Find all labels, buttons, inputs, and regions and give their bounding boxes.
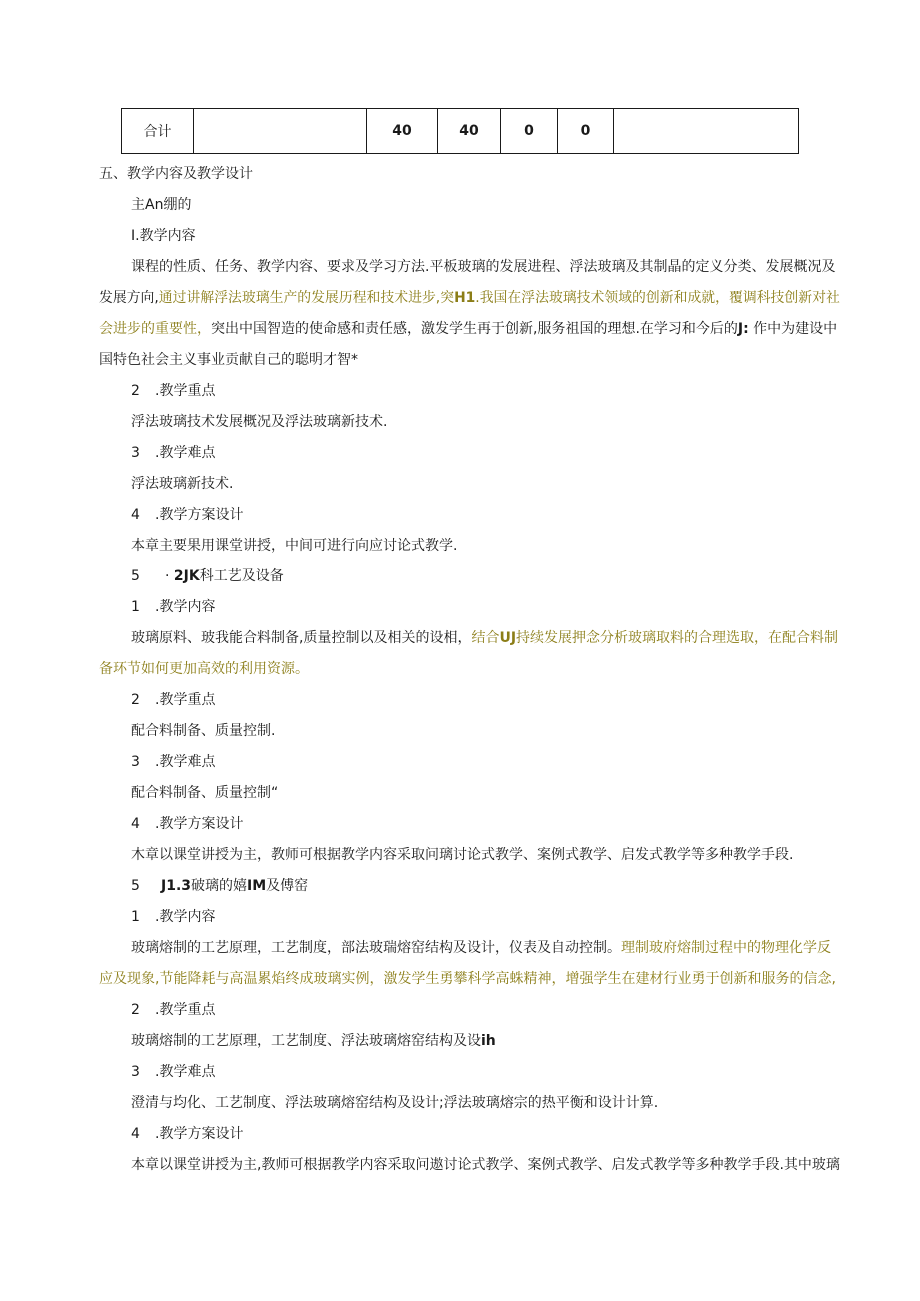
empty-cell bbox=[194, 109, 367, 154]
item-label: .教学重点 bbox=[155, 383, 216, 399]
chapter3-item2-text bbox=[131, 1031, 496, 1051]
chapter1-content-line1: 课程的性质、任务、教学内容、要求及学习方法.平板玻璃的发展进程、浮法玻璃及其制晶的定义分类、发展概况及 bbox=[131, 259, 836, 275]
text-run: ih bbox=[481, 1033, 496, 1049]
item-number: 3 bbox=[131, 445, 140, 461]
chapter2-item1-heading bbox=[131, 597, 215, 617]
total-hours-cell: 40 bbox=[367, 109, 438, 154]
chapter2-item3-text: 配合料制备、质量控制“ bbox=[131, 785, 279, 801]
title-run: J1.3 bbox=[161, 878, 192, 894]
chapter3-content-line1 bbox=[131, 938, 839, 958]
text-run: 作中为建设中 bbox=[748, 321, 838, 337]
highlight-run: H1 bbox=[454, 290, 476, 306]
chapter1-item4-text: 本章主要果用课堂讲授，中间可进行向应讨论式教学. bbox=[131, 538, 458, 554]
chapter1-item3-heading bbox=[131, 443, 215, 463]
item-label: .教学重点 bbox=[155, 1002, 216, 1018]
item-label: .教学重点 bbox=[155, 692, 216, 708]
chapter1-content-line2 bbox=[99, 288, 840, 308]
item-number: 3 bbox=[131, 754, 140, 770]
chapter2-item2-heading bbox=[131, 690, 215, 710]
chapter-number: 5 bbox=[131, 568, 140, 584]
highlight-run: 持续发展押念分析玻璃取料的合理选取，在配合料制 bbox=[516, 630, 839, 646]
highlight-run: 会进步的重要性， bbox=[99, 321, 211, 337]
highlight-run: 通过讲解浮法玻璃生产的发展历程和技术进步,突 bbox=[158, 290, 455, 306]
lecture-hours-cell: 40 bbox=[438, 109, 501, 154]
chapter2-item3-heading bbox=[131, 752, 215, 772]
chapter3-title bbox=[131, 876, 308, 896]
chapter2-content-line1 bbox=[131, 628, 839, 648]
chapter3-content-line2: 应及现象,节能降耗与高温累焰终成玻璃实例，激发学生勇攀科学高蛛精神，增强学生在建材行业勇于创新和服务的信念, bbox=[99, 971, 836, 987]
chapter2-content-line2: 备环节如何更加高效的利用资源。 bbox=[99, 661, 309, 677]
item-number: 2 bbox=[131, 692, 140, 708]
total-label-cell: 合计 bbox=[122, 109, 194, 154]
remarks-cell bbox=[614, 109, 799, 154]
title-run: 破璃的嬉 bbox=[191, 878, 248, 894]
chapter3-item2-heading bbox=[131, 1000, 215, 1020]
highlight-run: UJ bbox=[499, 630, 517, 646]
chapter1-title bbox=[131, 195, 191, 215]
chapter3-item4-heading bbox=[131, 1124, 243, 1144]
item-label: .教学难点 bbox=[155, 1064, 216, 1080]
section-title: 五、教学内容及教学设计 bbox=[99, 166, 253, 182]
title-run: · bbox=[165, 568, 170, 584]
item-number: 1 bbox=[131, 909, 140, 925]
item-number: 2 bbox=[131, 1002, 140, 1018]
item-label: .教学内容 bbox=[155, 909, 216, 925]
lab-hours-cell: 0 bbox=[501, 109, 558, 154]
chapter3-item3-text: 澄清与均化、工艺制度、浮法玻璃熔窑结构及设计;浮法玻璃熔宗的热平衡和设计计算. bbox=[131, 1095, 659, 1111]
title-run: 科工艺及设备 bbox=[199, 568, 284, 584]
chapter3-item3-heading bbox=[131, 1062, 215, 1082]
text-run: 玻璃熔制的工艺原理，工艺制度，部法玻瑞熔窑结构及设计，仪表及自动控制。 bbox=[131, 940, 621, 956]
title-run: 2JK bbox=[173, 568, 200, 584]
item-label: .教学方案设计 bbox=[155, 1126, 244, 1142]
item-label: .教学内容 bbox=[155, 599, 216, 615]
chapter1-title-text: 主An绷的 bbox=[131, 197, 192, 213]
item-number: 1 bbox=[131, 599, 140, 615]
highlight-run: 结合 bbox=[471, 630, 500, 646]
chapter2-title bbox=[131, 566, 284, 586]
chapter1-item3-text: 浮法玻璃新技术. bbox=[131, 476, 234, 492]
item-number: 4 bbox=[131, 816, 140, 832]
title-run: IM bbox=[247, 878, 267, 894]
chapter3-item4-text: 本章以课堂讲授为主,教师可根据教学内容采取问遨讨论式教学、案例式教学、启发式教学等多种教学手段.其中玻璃 bbox=[131, 1157, 840, 1173]
chapter1-item4-heading bbox=[131, 505, 243, 525]
chapter3-item1-heading bbox=[131, 907, 215, 927]
highlight-run: 理制玻府熔制过程中的物理化学反 bbox=[621, 940, 831, 956]
item-number: 2 bbox=[131, 383, 140, 399]
chapter1-item2-heading bbox=[131, 381, 215, 401]
chapter1-content-line4: 国特色社会主义事业贡献自己的聪明才智* bbox=[99, 352, 358, 368]
chapter2-item2-text: 配合料制备、质量控制. bbox=[131, 723, 276, 739]
highlight-run: .我国在浮法玻璃技术领域的创新和成就，覆调科技创新对社 bbox=[475, 290, 840, 306]
hours-summary-table bbox=[121, 108, 799, 154]
chapter2-item4-text: 木章以课堂讲授为主，教师可根据教学内容采取问璃讨论式教学、案例式教学、启发式教学等多种教学手段. bbox=[131, 847, 794, 863]
item-label: .教学难点 bbox=[155, 754, 216, 770]
chapter2-item4-heading bbox=[131, 814, 243, 834]
practice-hours-cell: 0 bbox=[558, 109, 614, 154]
item-label: .教学方案设计 bbox=[155, 507, 244, 523]
text-run: 发展方向, bbox=[99, 290, 159, 306]
text-run: J: bbox=[737, 321, 749, 337]
chapter1-item1-heading: I.教学内容 bbox=[131, 228, 196, 244]
item-number: 4 bbox=[131, 1126, 140, 1142]
table-row bbox=[122, 109, 799, 154]
chapter1-item2-text: 浮法玻璃技术发展概况及浮法玻璃新技术. bbox=[131, 414, 388, 430]
text-run: 玻璃熔制的工艺原理，工艺制度、浮法玻璃熔窑结构及设 bbox=[131, 1033, 481, 1049]
text-run: 突出中国智造的使命感和责任感，激发学生再于创新,服务祖国的理想.在学习和今后的 bbox=[211, 321, 738, 337]
item-label: .教学难点 bbox=[155, 445, 216, 461]
text-run: 玻璃原料、玻我能合料制备,质量控制以及相关的设相， bbox=[131, 630, 472, 646]
item-number: 4 bbox=[131, 507, 140, 523]
chapter-number: 5 bbox=[131, 878, 140, 894]
chapter1-content-line3 bbox=[99, 319, 837, 339]
title-run: 及傅窑 bbox=[266, 878, 309, 894]
item-number: 3 bbox=[131, 1064, 140, 1080]
item-label: .教学方案设计 bbox=[155, 816, 244, 832]
